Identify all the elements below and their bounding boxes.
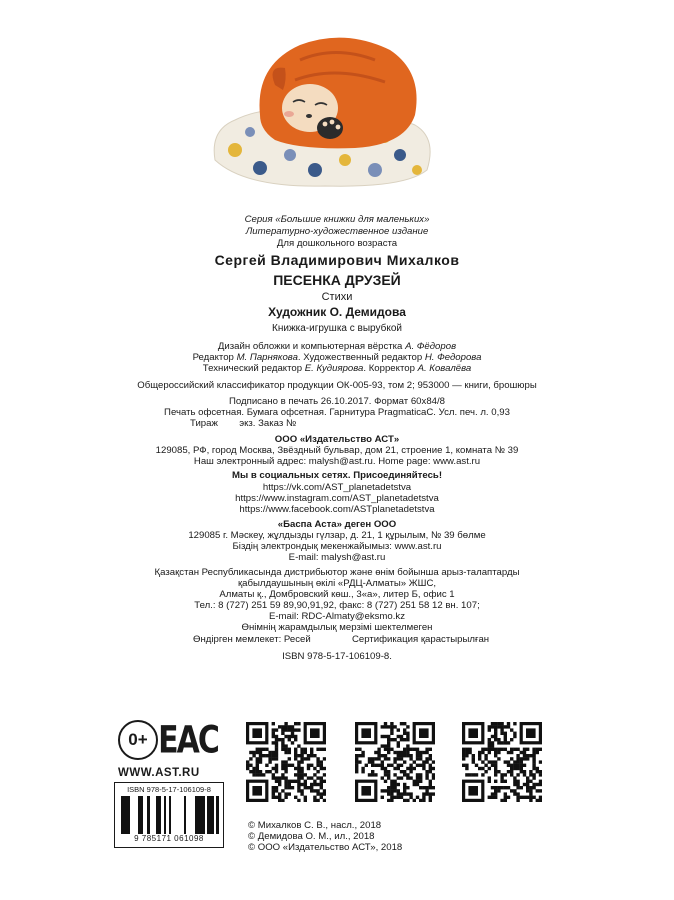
- cover-illustration: [205, 10, 440, 190]
- format-note: Книжка-игрушка с вырубкой: [272, 323, 402, 334]
- publisher-contact: Наш электронный адрес: malysh@ast.ru. Home page: www.ast.ru: [193, 456, 481, 467]
- eac-mark: EAC: [158, 718, 218, 762]
- qr-code-icon[interactable]: [355, 722, 435, 802]
- origin-country: Өндірген мемлекет: Ресей: [193, 634, 311, 645]
- qr-code-icon[interactable]: [246, 722, 326, 802]
- certification-note: Сертификация қарастырылған: [352, 634, 490, 645]
- kz-distributor-line4: Тел.: 8 (727) 251 59 89,90,91,92, факс: 8 (727) 251 58 12 вн. 107;: [194, 600, 480, 611]
- qr-code-icon[interactable]: [462, 722, 542, 802]
- kz-distributor-line3: Алматы қ., Домбровский көш., 3«а», литер Б, офис 1: [219, 589, 455, 600]
- author: Сергей Владимирович Михалков: [214, 252, 460, 268]
- barcode-box: [114, 782, 224, 848]
- copyright-3: © ООО «Издательство АСТ», 2018: [248, 842, 403, 853]
- kz-publisher-name: «Баспа Аста» деген ООО: [277, 519, 397, 530]
- kz-distributor-line2: қабылдаушының өкілі «РДЦ-Алматы» ЖШС,: [237, 578, 437, 589]
- kz-distributor-line1: Қазақстан Республикасында дистрибьютор және өнім бойынша арыз-талаптарды: [154, 567, 520, 578]
- copyright-2: © Демидова О. М., ил., 2018: [248, 831, 375, 842]
- credit-editors: Редактор М. Парнякова. Художественный редактор Н. Федорова: [192, 352, 482, 363]
- barcode-digits: 9 785171 061098: [134, 834, 204, 843]
- edition-type: Литературно-художественное издание: [245, 226, 429, 237]
- series-line: Серия «Большие книжки для маленьких»: [244, 214, 430, 225]
- publisher-name: ООО «Издательство АСТ»: [274, 434, 400, 445]
- age-rating-badge: 0+: [118, 720, 158, 760]
- age-note: Для дошкольного возраста: [276, 238, 398, 249]
- credit-design: Дизайн обложки и компьютерная вёрстка А. Фёдоров: [217, 341, 457, 352]
- print-signed: Подписано в печать 26.10.2017. Формат 60x84/8: [229, 396, 445, 407]
- kz-publisher-email: E-mail: malysh@ast.ru: [288, 552, 386, 563]
- social-heading: Мы в социальных сетях. Присоединяйтесь!: [231, 470, 443, 481]
- kz-publisher-site: Біздің электрондық мекенжайымыз: www.ast.ru: [232, 541, 442, 552]
- credit-technical: Технический редактор Е. Кудиярова. Корректор А. Ковалёва: [202, 363, 472, 374]
- isbn-line: ISBN 978-5-17-106109-8.: [282, 651, 392, 662]
- barcode-icon: [117, 796, 221, 834]
- kz-distributor-line5: E-mail: RDC-Almaty@eksmo.kz: [268, 611, 406, 622]
- genre: Стихи: [321, 291, 353, 303]
- website-label: WWW.AST.RU: [118, 767, 200, 779]
- social-instagram-link[interactable]: https://www.instagram.com/AST_planetadetstva: [235, 493, 439, 504]
- classifier: Общероссийский классификатор продукции ОК-005-93, том 2; 953000 — книги, брошюры: [137, 380, 537, 391]
- social-vk-link[interactable]: https://vk.com/AST_planetadetstva: [262, 482, 412, 493]
- kz-distributor-line6: Өнімнің жарамдылық мерзімі шектелмеген: [241, 622, 433, 633]
- social-facebook-link[interactable]: https://www.facebook.com/ASTplanetadetstva: [239, 504, 435, 515]
- barcode-isbn: ISBN 978-5-17-106109-8: [127, 785, 211, 794]
- print-run: Тираж экз. Заказ №: [190, 418, 297, 429]
- illustrator: Художник О. Демидова: [268, 305, 406, 319]
- print-details: Печать офсетная. Бумага офсетная. Гарнитура PragmaticaC. Усл. печ. л. 0,93: [164, 407, 510, 418]
- copyright-1: © Михалков С. В., насл., 2018: [248, 820, 382, 831]
- publisher-address: 129085, РФ, город Москва, Звёздный бульвар, дом 21, строение 1, комната № 39: [155, 445, 519, 456]
- book-title: ПЕСЕНКА ДРУЗЕЙ: [273, 272, 401, 288]
- kz-publisher-address: 129085 г. Мәскеу, жұлдызды гүлзар, д. 21, 1 құрылым, № 39 бөлме: [188, 530, 486, 541]
